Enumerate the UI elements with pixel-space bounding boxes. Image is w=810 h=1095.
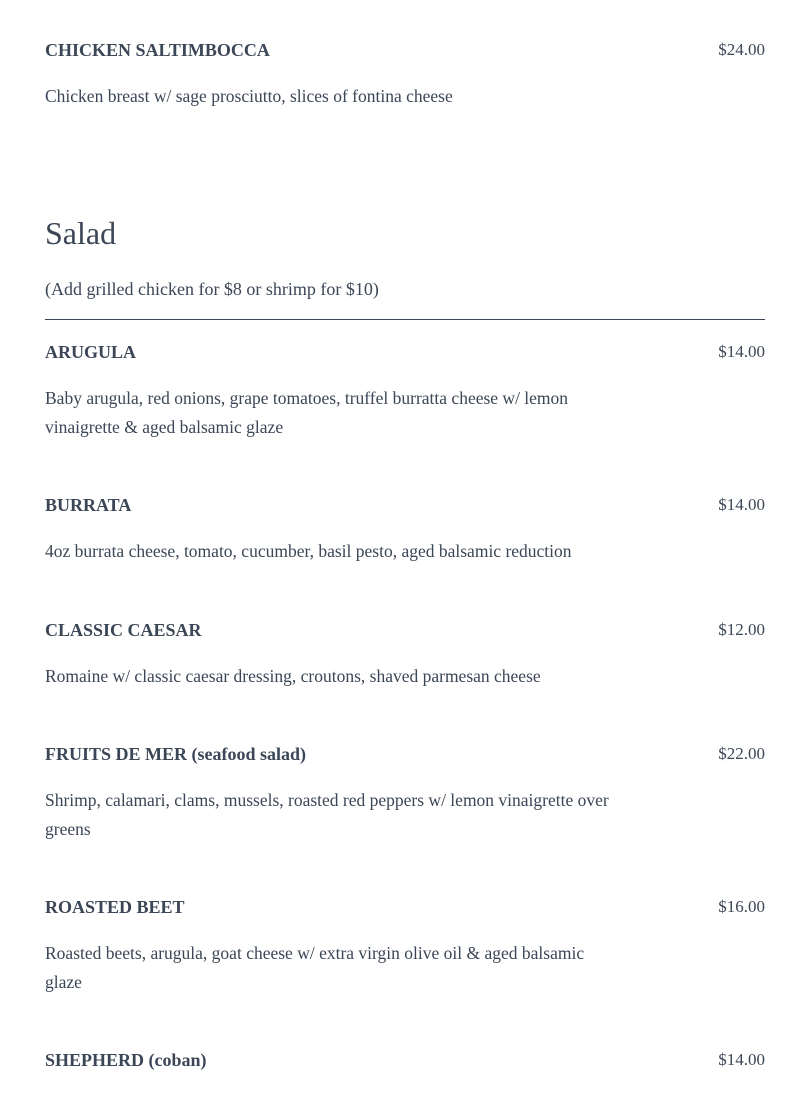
menu-item-price: $16.00 [718, 897, 765, 916]
menu-item-price: $14.00 [718, 342, 765, 361]
menu-item-name: SHEPHERD (coban) [45, 1050, 207, 1070]
menu-item-name: BURRATA [45, 495, 132, 515]
menu-item-header [45, 1048, 765, 1072]
menu-item-description: Chicken breast w/ sage prosciutto, slices of fontina cheese [45, 86, 453, 106]
menu-item-name: CLASSIC CAESAR [45, 620, 202, 640]
menu-item [45, 493, 765, 566]
menu-item-price: $14.00 [718, 1050, 765, 1069]
menu-item-header [45, 742, 765, 766]
menu-item-name: FRUITS DE MER (seafood salad) [45, 744, 307, 764]
menu-item-price: $14.00 [718, 495, 765, 514]
menu-item-header [45, 493, 765, 517]
menu-item-name: ROASTED BEET [45, 897, 185, 917]
section-title: Salad [45, 215, 117, 251]
menu-item-description: 4oz burrata cheese, tomato, cucumber, basil pesto, aged balsamic reduction [45, 541, 572, 561]
menu-item-price: $22.00 [718, 744, 765, 763]
menu-item-name: CHICKEN SALTIMBOCCA [45, 40, 270, 60]
menu-item-price: $24.00 [718, 40, 765, 59]
menu-item-description: Roasted beets, arugula, goat cheese w/ extra virgin olive oil & aged balsamic glaze [45, 943, 585, 992]
menu-item [45, 618, 765, 691]
menu-item-header [45, 38, 765, 62]
menu-item-header [45, 340, 765, 364]
menu-item-description: Baby arugula, red onions, grape tomatoes, truffel burratta cheese w/ lemon vinaigrette & aged balsamic glaze [45, 388, 569, 437]
menu-item-name: ARUGULA [45, 342, 137, 362]
menu-item-price: $12.00 [718, 620, 765, 639]
section-note: (Add grilled chicken for $8 or shrimp for $10) [45, 279, 379, 299]
menu-item-description: Romaine w/ classic caesar dressing, croutons, shaved parmesan cheese [45, 666, 541, 686]
section-divider [45, 319, 765, 320]
menu-item-header [45, 895, 765, 919]
menu-item-description: Shrimp, calamari, clams, mussels, roasted red peppers w/ lemon vinaigrette over greens [45, 790, 609, 839]
menu-item [45, 1048, 765, 1072]
menu-item-header [45, 618, 765, 642]
menu-item [45, 340, 765, 442]
menu-item [45, 742, 765, 844]
menu-item [45, 895, 765, 997]
menu-item [45, 38, 765, 111]
